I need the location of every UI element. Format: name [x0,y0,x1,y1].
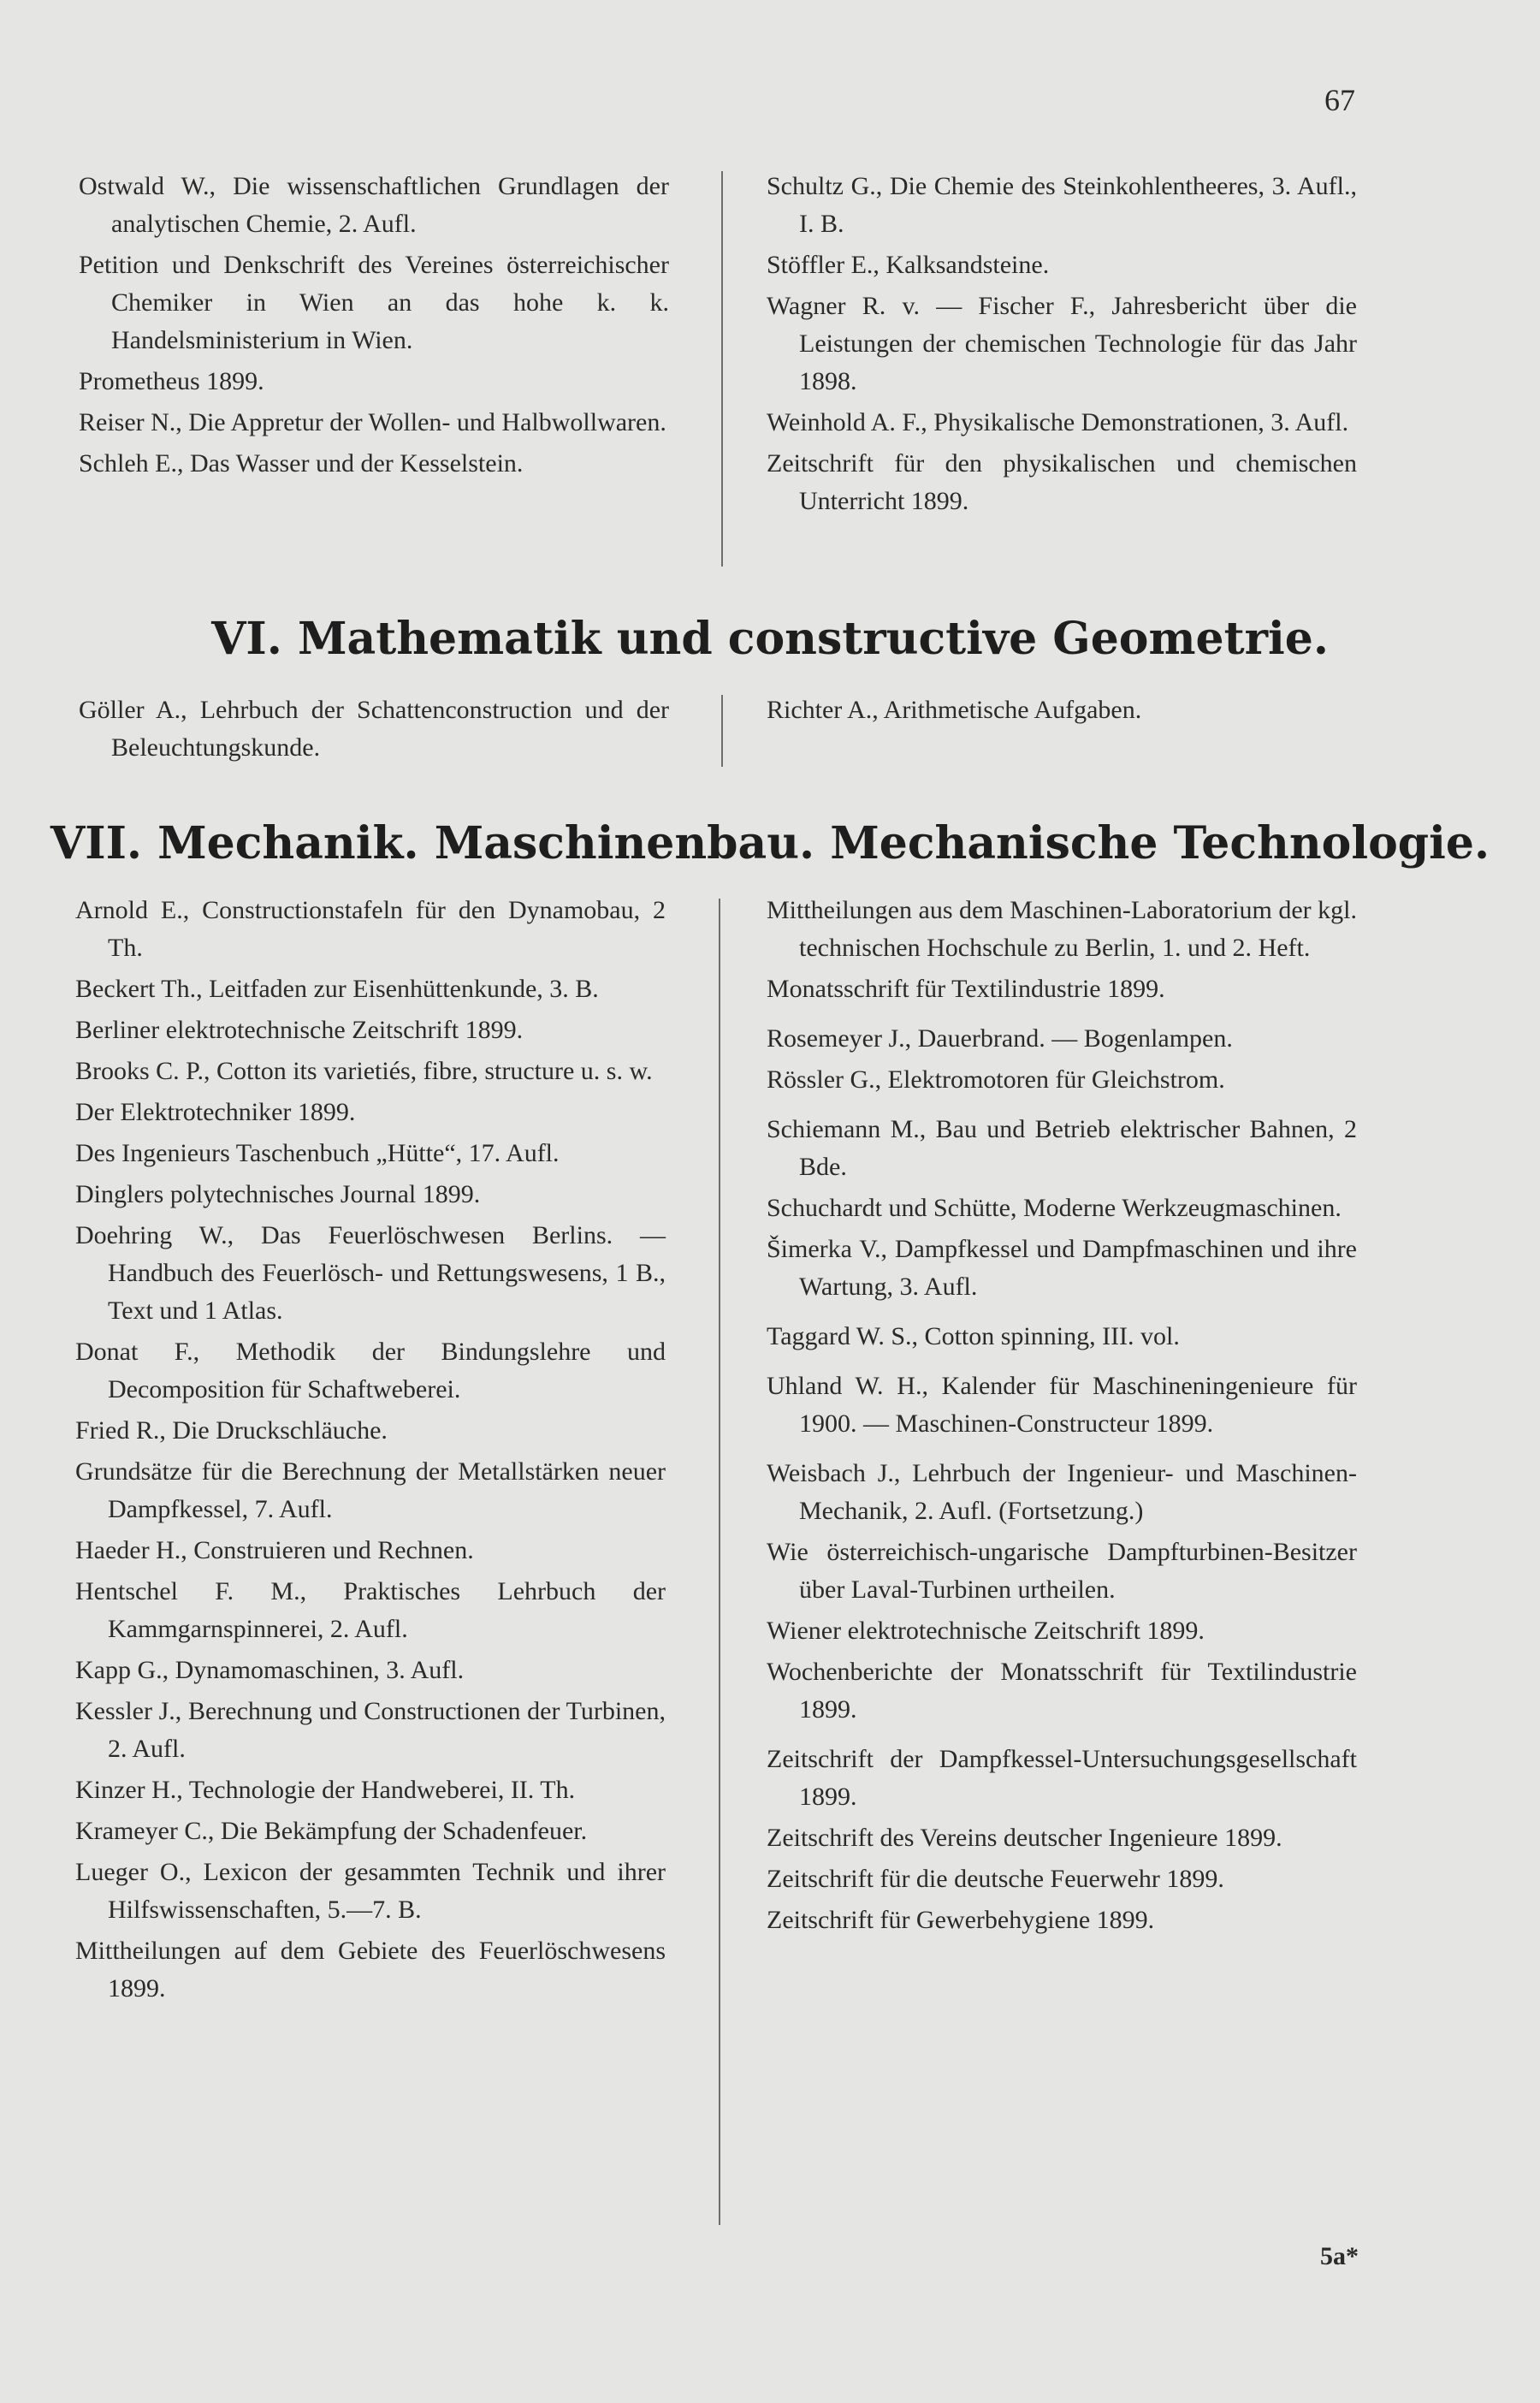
bib-entry: Weinhold A. F., Physikalische Demonstrationen, 3. Aufl. [767,408,1349,436]
bib-entry: Donat F., Methodik der Bindungslehre und Decomposition für Schaftweberei. [75,1338,666,1403]
bib-entry: Lueger O., Lexicon der gesammten Technik und ihrer Hilfswissenschaften, 5.—7. B. [75,1858,666,1924]
bib-entry: Uhland W. H., Kalender für Maschineningenieure für 1900. — Maschinen-Constructeur 1899. [767,1372,1357,1438]
section7-left-column [75,892,666,2011]
section6-columns [79,691,1357,770]
bib-entry: Prometheus 1899. [79,367,264,395]
bib-entry: Fried R., Die Druckschläuche. [75,1416,388,1445]
bib-entry: Hentschel F. M., Praktisches Lehrbuch der Kammgarnspinnerei, 2. Aufl. [75,1577,666,1643]
bib-entry: Zeitschrift für Gewerbehygiene 1899. [767,1906,1155,1934]
bib-entry: Der Elektrotechniker 1899. [75,1098,356,1126]
bib-entry: Weisbach J., Lehrbuch der Ingenieur- und Maschinen-Mechanik, 2. Aufl. (Fortsetzung.) [767,1459,1357,1525]
bib-entry: Mittheilungen auf dem Gebiete des Feuerlöschwesens 1899. [75,1937,666,2002]
bib-entry: Arnold E., Constructionstafeln für den Dynamobau, 2 Th. [75,896,666,962]
block1-columns [79,168,1357,524]
bib-entry: Zeitschrift für den physikalischen und chemischen Unterricht 1899. [767,449,1357,515]
bib-entry: Wagner R. v. — Fischer F., Jahresbericht über die Leistungen der chemischen Technologie für das Jahr 1898. [767,292,1357,395]
section-heading-vii: VII. Mechanik. Maschinenbau. Mechanische Technologie. [50,817,1490,869]
bib-entry: Des Ingenieurs Taschenbuch „Hütte“, 17. Aufl. [75,1139,560,1167]
bib-entry: Beckert Th., Leitfaden zur Eisenhüttenkunde, 3. B. [75,975,599,1003]
bib-entry: Brooks C. P., Cotton its varietiés, fibre, structure u. s. w. [75,1057,653,1085]
bib-entry: Grundsätze für die Berechnung der Metallstärken neuer Dampfkessel, 7. Aufl. [75,1457,666,1523]
bib-entry: Krameyer C., Die Bekämpfung der Schadenfeuer. [75,1817,588,1845]
bib-entry: Berliner elektrotechnische Zeitschrift 1899. [75,1016,524,1044]
bib-entry: Mittheilungen aus dem Maschinen-Laboratorium der kgl. technischen Hochschule zu Berlin, 1. und 2. Heft. [767,896,1357,962]
bib-entry: Stöffler E., Kalksandsteine. [767,251,1050,279]
bib-entry: Ostwald W., Die wissenschaftlichen Grundlagen der analytischen Chemie, 2. Aufl. [79,172,669,238]
bib-entry: Kessler J., Berechnung und Constructionen der Turbinen, 2. Aufl. [75,1697,666,1763]
bib-entry: Doehring W., Das Feuerlöschwesen Berlins. — Handbuch des Feuerlösch- und Rettungswesens, 1 B., Text und 1 Atlas. [75,1221,666,1325]
bib-entry: Richter A., Arithmetische Aufgaben. [767,696,1142,724]
bib-entry: Schultz G., Die Chemie des Steinkohlentheeres, 3. Aufl., I. B. [767,172,1357,238]
bib-entry: Kinzer H., Technologie der Handweberei, II. Th. [75,1776,576,1804]
bib-entry: Kapp G., Dynamomaschinen, 3. Aufl. [75,1656,465,1684]
block1-left-column [79,168,669,524]
bib-entry: Monatsschrift für Textilindustrie 1899. [767,975,1165,1003]
page-number: 67 [1324,83,1355,117]
section-heading-vi: VI. Mathematik und constructive Geometrie. [211,613,1329,665]
section7-columns [75,892,1357,2011]
bib-entry: Zeitschrift für die deutsche Feuerwehr 1899. [767,1865,1224,1893]
bib-entry: Rosemeyer J., Dauerbrand. — Bogenlampen. [767,1024,1233,1053]
section6-right-column [767,691,1357,770]
bib-entry: Schleh E., Das Wasser und der Kesselstein. [79,449,524,478]
bib-entry: Zeitschrift des Vereins deutscher Ingenieure 1899. [767,1824,1282,1852]
bib-entry: Wochenberichte der Monatsschrift für Textilindustrie 1899. [767,1658,1357,1724]
signature-mark: 5a* [1320,2242,1359,2270]
bib-entry: Schuchardt und Schütte, Moderne Werkzeugmaschinen. [767,1194,1342,1222]
bib-entry: Reiser N., Die Appretur der Wollen- und Halbwollwaren. [79,408,666,436]
section6-left-column [79,691,669,770]
block1-right-column [767,168,1357,524]
bib-entry: Petition und Denkschrift des Vereines österreichischer Chemiker in Wien an das hohe k. k. Handelsministerium in Wien. [79,251,669,354]
bib-entry: Rössler G., Elektromotoren für Gleichstrom. [767,1065,1225,1094]
bib-entry: Haeder H., Construieren und Rechnen. [75,1536,474,1564]
bib-entry: Dinglers polytechnisches Journal 1899. [75,1180,481,1208]
bib-entry: Zeitschrift der Dampfkessel-Untersuchungsgesellschaft 1899. [767,1745,1357,1811]
bib-entry: Wiener elektrotechnische Zeitschrift 1899. [767,1617,1205,1645]
bib-entry: Šimerka V., Dampfkessel und Dampfmaschinen und ihre Wartung, 3. Aufl. [767,1235,1357,1301]
section7-right-column [767,892,1357,2011]
bib-entry: Taggard W. S., Cotton spinning, III. vol. [767,1322,1180,1350]
bib-entry: Schiemann M., Bau und Betrieb elektrischer Bahnen, 2 Bde. [767,1115,1357,1181]
bib-entry: Wie österreichisch-ungarische Dampfturbinen-Besitzer über Laval-Turbinen urtheilen. [767,1538,1357,1604]
bib-entry: Göller A., Lehrbuch der Schattenconstruction und der Beleuchtungskunde. [79,696,669,762]
